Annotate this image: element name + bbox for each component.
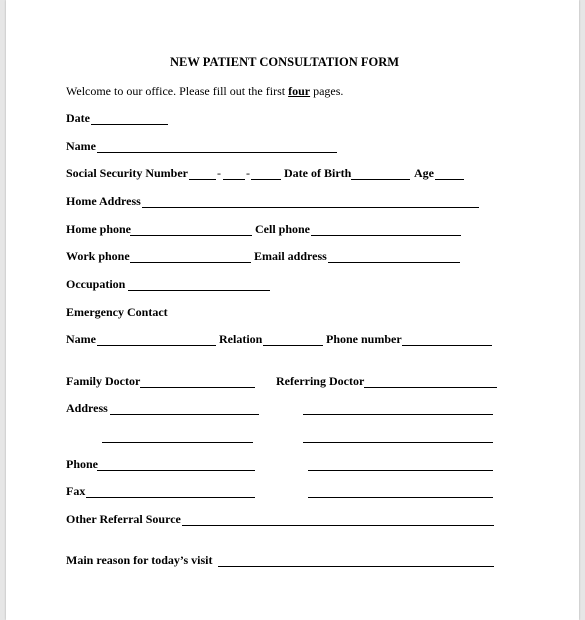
family-doctor-phone-field[interactable] [97, 470, 255, 471]
ssn-field-2[interactable] [223, 179, 245, 180]
other-referral-label: Other Referral Source [66, 512, 181, 526]
phone-label: Phone [66, 457, 99, 471]
family-doctor-address-line2[interactable] [102, 442, 253, 443]
name-field[interactable] [97, 152, 337, 153]
relation-label: Relation [219, 332, 263, 346]
emergency-contact-heading: Emergency Contact [66, 305, 168, 319]
work-phone-label: Work phone [66, 249, 130, 263]
occupation-field[interactable] [128, 290, 270, 291]
intro-after: pages. [310, 84, 344, 98]
referring-doctor-field[interactable] [364, 387, 497, 388]
family-doctor-fax-field[interactable] [86, 497, 255, 498]
main-reason-field[interactable] [218, 566, 494, 567]
phone-number-label: Phone number [326, 332, 402, 346]
family-doctor-field[interactable] [140, 387, 255, 388]
ec-name-label: Name [66, 332, 96, 346]
email-label: Email address [254, 249, 327, 263]
referring-doctor-address-line2[interactable] [303, 442, 493, 443]
dob-field[interactable] [351, 179, 410, 180]
home-phone-field[interactable] [130, 235, 252, 236]
family-doctor-address-field[interactable] [110, 414, 259, 415]
ssn-field-3[interactable] [251, 179, 281, 180]
age-label: Age [414, 166, 434, 180]
form-page [6, 0, 579, 620]
date-field[interactable] [91, 124, 168, 125]
other-referral-field[interactable] [182, 525, 494, 526]
name-label: Name [66, 139, 96, 153]
ec-name-field[interactable] [97, 345, 216, 346]
intro-emphasis: four [288, 84, 311, 98]
dob-label: Date of Birth [284, 166, 352, 180]
home-address-field[interactable] [142, 207, 479, 208]
phone-number-field[interactable] [402, 345, 492, 346]
home-phone-label: Home phone [66, 222, 132, 236]
age-field[interactable] [435, 179, 464, 180]
referring-doctor-fax-field[interactable] [308, 497, 493, 498]
form-title: NEW PATIENT CONSULTATION FORM [170, 55, 400, 69]
referring-doctor-label: Referring Doctor [276, 374, 365, 388]
work-phone-field[interactable] [130, 262, 251, 263]
referring-doctor-address-field[interactable] [303, 414, 493, 415]
home-address-label: Home Address [66, 194, 141, 208]
date-label: Date [66, 111, 90, 125]
intro-before: Welcome to our office. Please fill out the first [66, 84, 289, 98]
family-doctor-label: Family Doctor [66, 374, 141, 388]
relation-field[interactable] [263, 345, 323, 346]
cell-phone-field[interactable] [311, 235, 461, 236]
cell-phone-label: Cell phone [255, 222, 311, 236]
ssn-dash-1: - [217, 166, 221, 180]
referring-doctor-phone-field[interactable] [308, 470, 493, 471]
main-reason-label: Main reason for today’s visit [66, 553, 213, 567]
address-label: Address [66, 401, 108, 415]
fax-label: Fax [66, 484, 86, 498]
intro-text [66, 84, 343, 98]
ssn-field-1[interactable] [189, 179, 216, 180]
occupation-label: Occupation [66, 277, 126, 291]
ssn-label: Social Security Number [66, 166, 188, 180]
email-field[interactable] [328, 262, 460, 263]
ssn-dash-2: - [246, 166, 250, 180]
